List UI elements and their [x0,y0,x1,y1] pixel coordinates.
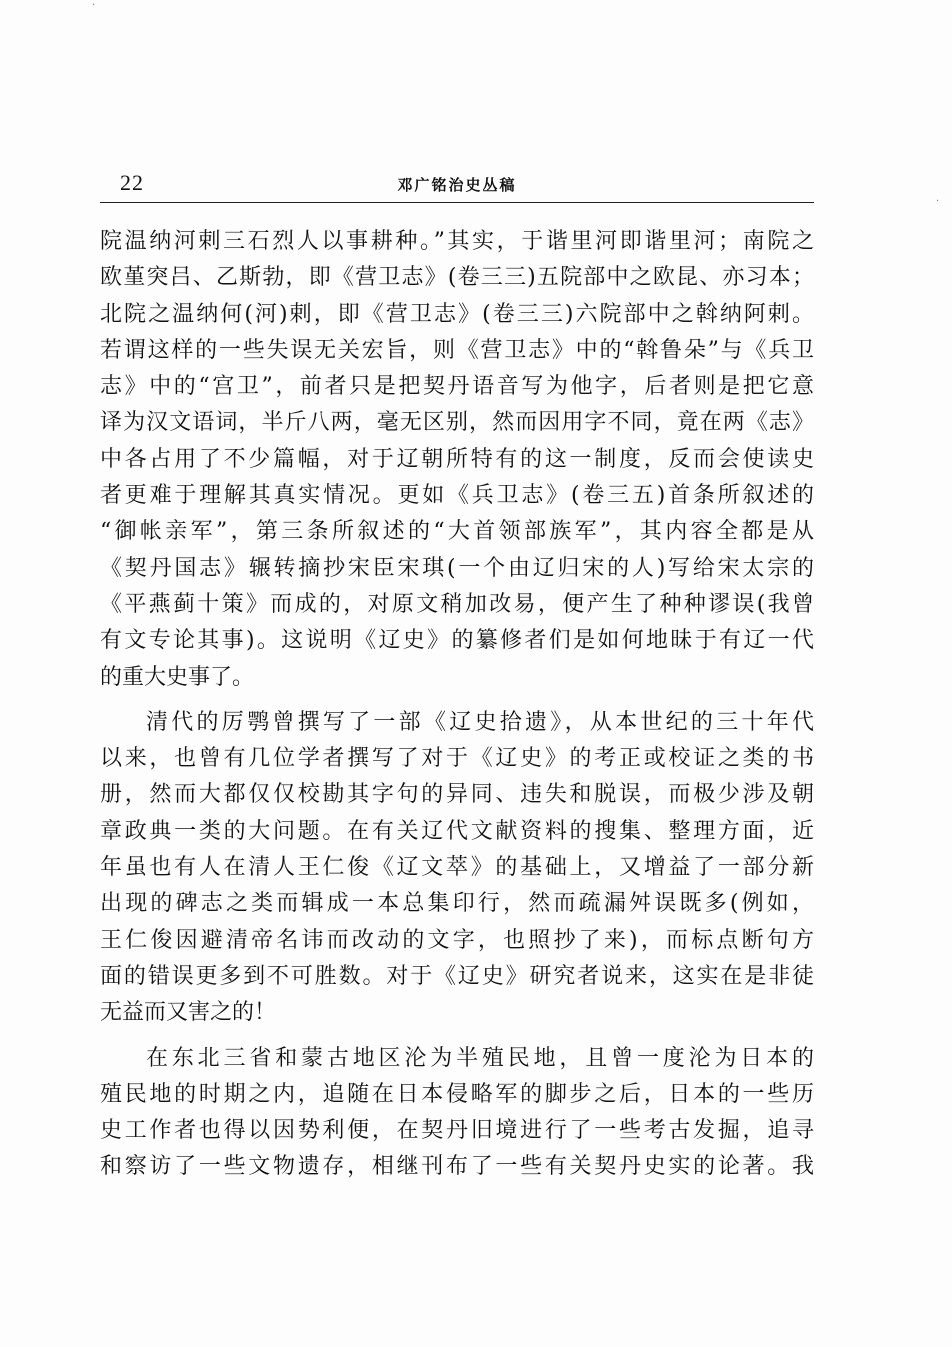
page-number: 22 [120,170,144,195]
text-line: 章政典一类的大问题。在有关辽代文献资料的搜集、整理方面，近 [100,818,814,844]
text-line: 若谓这样的一些失误无关宏旨，则《营卫志》中的“斡鲁朵”与《兵卫 [100,337,814,363]
text-line: 欧堇突吕、乙斯勃，即《营卫志》(卷三三)五院部中之欧昆、亦习本； [100,265,814,291]
text-line: 殖民地的时期之内，追随在日本侵略军的脚步之后，日本的一些历 [100,1081,814,1107]
text-line: 清代的厉鹗曾撰写了一部《辽史拾遗》，从本世纪的三十年代 [146,709,814,735]
text-line: 无益而又害之的！ [100,1000,277,1026]
text-line: 册，然而大都仅仅校勘其字句的异同、违失和脱误，而极少涉及朝 [100,782,814,808]
text-line: 在东北三省和蒙古地区沦为半殖民地，且曾一度沦为日本的 [146,1045,814,1071]
running-title: 邓广铭治史丛稿 [397,176,517,194]
text-line: 者更难于理解其真实情况。更如《兵卫志》(卷三五)首条所叙述的 [100,483,814,509]
text-line: 面的错误更多到不可胜数。对于《辽史》研究者说来，这实在是非徒 [100,963,814,989]
text-line: 北院之温纳何(河)剌，即《营卫志》(卷三三)六院部中之斡纳阿剌。 [100,301,814,327]
paragraph [100,224,814,696]
scan-speck: · [92,0,96,11]
text-line: 以来，也曾有几位学者撰写了对于《辽史》的考正或校证之类的书 [100,746,814,772]
text-line: 和察访了一些文物遗存，相继刊布了一些有关契丹史实的论著。我 [100,1154,814,1180]
text-line: 的重大史事了。 [100,664,255,690]
scan-speck: · [936,196,940,207]
paragraph [100,705,814,1032]
text-line: 《平燕蓟十策》而成的，对原文稍加改易，便产生了种种谬误(我曾 [100,591,814,617]
page-header [100,168,814,203]
paragraph [100,1041,814,1186]
text-line: 有文专论其事)。这说明《辽史》的纂修者们是如何地昧于有辽一代 [100,628,814,654]
text-line: “御帐亲军”，第三条所叙述的“大首领部族军”，其内容全都是从 [100,519,814,545]
text-line: 《契丹国志》辗转摘抄宋臣宋琪(一个由辽归宋的人)写给宋太宗的 [100,555,814,581]
text-line: 史工作者也得以因势利便，在契丹旧境进行了一些考古发掘，追寻 [100,1118,814,1144]
text-line: 志》中的“宫卫”，前者只是把契丹语音写为他字，后者则是把它意 [100,374,814,400]
text-line: 出现的碑志之类而辑成一本总集印行，然而疏漏舛误既多(例如， [100,891,814,917]
text-line: 译为汉文语词，半斤八两，毫无区别，然而因用字不同，竟在两《志》 [100,410,814,436]
text-line: 年虽也有人在清人王仁俊《辽文萃》的基础上，又增益了一部分新 [100,855,814,881]
text-line: 院温纳河剌三石烈人以事耕种。”其实，于谐里河即谐里河；南院之 [100,229,814,254]
text-line: 中各占用了不少篇幅，对于辽朝所特有的这一制度，反而会使读史 [100,446,814,472]
text-line: 王仁俊因避清帝名讳而改动的文字，也照抄了来)，而标点断句方 [100,927,814,953]
body-text [100,224,814,1186]
